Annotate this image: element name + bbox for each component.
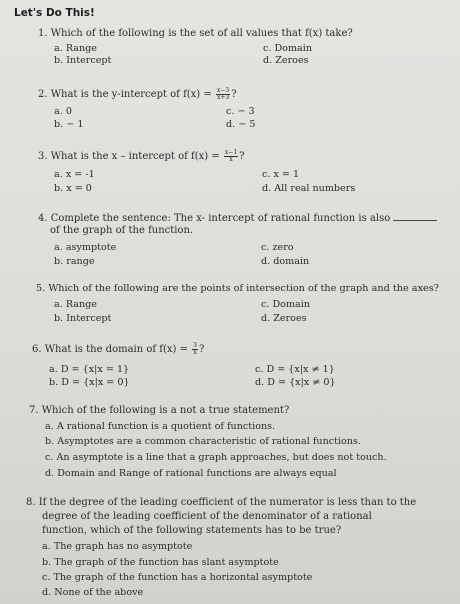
question-3-stem-text: 3. What is the x – intercept of f(x) = xyxy=(38,151,220,162)
question-5-option-c: c. Domain xyxy=(261,299,311,310)
worksheet-title: Let's Do This! xyxy=(14,7,95,19)
question-2-fraction-numerator: x−3 xyxy=(216,87,230,94)
question-6-option-c: c. D = {x|x ≠ 1} xyxy=(255,364,335,375)
question-8-option-a: a. The graph has no asymptote xyxy=(42,541,193,552)
question-3-option-a: a. x = -1 xyxy=(54,169,95,180)
question-5-option-a: a. Range xyxy=(54,299,97,310)
question-3-stem-end: ? xyxy=(239,151,245,162)
question-3-option-d: d. All real numbers xyxy=(262,183,356,194)
question-3-option-b: b. x = 0 xyxy=(54,183,92,194)
question-3-option-c: c. x = 1 xyxy=(262,169,300,180)
question-6-fraction-numerator: 3 xyxy=(193,342,197,349)
question-6-stem-text: 6. What is the domain of f(x) = xyxy=(32,344,188,355)
question-8-stem-line-2: degree of the leading coefficient of the denominator of a rational xyxy=(42,511,372,522)
question-7-option-b: b. Asymptotes are a common characteristic of rational functions. xyxy=(45,436,361,447)
question-1-option-b: b. Intercept xyxy=(54,55,112,66)
question-8-option-b: b. The graph of the function has slant asymptote xyxy=(42,557,279,568)
question-4-option-a: a. asymptote xyxy=(54,242,117,253)
question-3-fraction xyxy=(224,150,238,163)
question-5-option-b: b. Intercept xyxy=(54,313,112,324)
question-5-option-d: d. Zeroes xyxy=(261,313,307,324)
question-1-option-a: a. Range xyxy=(54,43,97,54)
question-6-fraction xyxy=(192,343,198,356)
question-4-option-b: b. range xyxy=(54,256,95,267)
question-4-option-c: c. zero xyxy=(261,242,294,253)
question-6-option-d: d. D = {x|x ≠ 0} xyxy=(255,377,336,388)
question-8-option-c: c. The graph of the function has a horizontal asymptote xyxy=(42,572,313,583)
question-2-fraction xyxy=(216,88,230,101)
question-1-option-c: c. Domain xyxy=(263,43,313,54)
question-1-option-d: d. Zeroes xyxy=(263,55,309,66)
question-2-stem xyxy=(38,88,237,101)
question-8-option-d: d. None of the above xyxy=(42,587,144,598)
question-7-option-a: a. A rational function is a quotient of functions. xyxy=(45,421,276,432)
question-4-stem-text: 4. Complete the sentence: The x- intercept of rational function is also xyxy=(38,213,391,224)
question-7-stem: 7. Which of the following is a not a true statement? xyxy=(29,405,290,416)
question-6-fraction-denominator: x xyxy=(193,349,197,356)
question-3-fraction-numerator: x−1 xyxy=(224,149,238,156)
question-8-stem-line-1: 8. If the degree of the leading coefficient of the numerator is less than to the xyxy=(26,497,417,508)
question-6-stem xyxy=(32,343,204,356)
question-5-stem: 5. Which of the following are the points of intersection of the graph and the axes? xyxy=(36,283,439,294)
question-6-stem-end: ? xyxy=(198,344,205,355)
question-2-fraction-denominator: x+3 xyxy=(216,94,230,101)
question-8-stem-line-3: function, which of the following statements has to be true? xyxy=(42,525,342,536)
question-2-option-b: b. − 1 xyxy=(54,119,84,130)
question-2-stem-end: ? xyxy=(231,89,237,100)
question-4-stem-line-2: of the graph of the function. xyxy=(50,225,194,236)
question-2-option-c: c. − 3 xyxy=(226,106,255,117)
question-3-fraction-denominator: x xyxy=(229,156,233,163)
question-2-stem-text: 2. What is the y-intercept of f(x) = xyxy=(38,89,212,100)
question-3-stem xyxy=(38,150,245,163)
question-2-option-d: d. − 5 xyxy=(226,119,256,130)
question-1-stem: 1. Which of the following is the set of all values that f(x) take? xyxy=(38,28,353,39)
question-7-option-d: d. Domain and Range of rational functions are always equal xyxy=(45,468,337,479)
question-2-option-a: a. 0 xyxy=(54,106,72,117)
question-4-stem-line-1 xyxy=(38,212,437,225)
question-6-option-a: a. D = {x|x = 1} xyxy=(49,364,130,375)
question-6-option-b: b. D = {x|x = 0} xyxy=(49,377,130,388)
question-7-option-c: c. An asymptote is a line that a graph approaches, but does not touch. xyxy=(45,452,387,463)
answer-blank xyxy=(393,212,437,221)
question-4-option-d: d. domain xyxy=(261,256,310,267)
